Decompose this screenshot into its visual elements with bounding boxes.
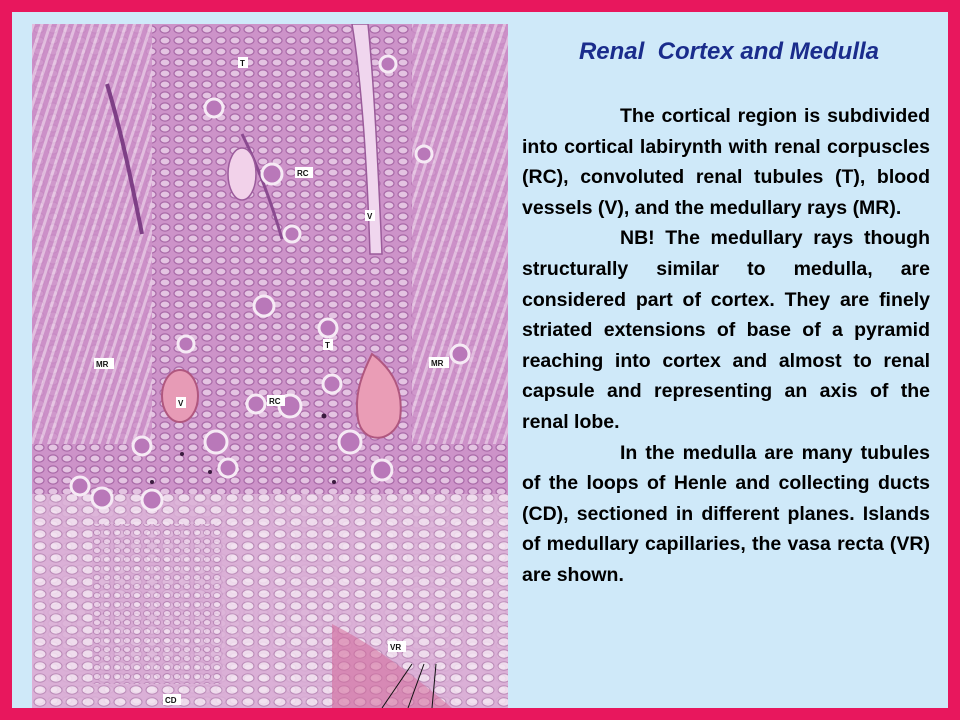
svg-text:T: T [325, 341, 330, 350]
svg-text:V: V [367, 212, 373, 221]
label-v-upper [365, 210, 375, 221]
label-rc-upper [295, 167, 313, 178]
paragraph-medullary-rays: NB! The medullary rays though structurally similar to medulla, are considered part of cortex. They are finely striated extensions of base of a pyramid reaching into cortex and almost to renal capsule and representing an axis of the renal lobe. [522, 227, 930, 433]
svg-text:CD: CD [165, 696, 177, 705]
paragraph-medulla: In the medulla are many tubules of the loops of Henle and collecting ducts (CD), sectioned in different planes. Islands of medullary capillaries, the vasa recta (VR) are shown. [522, 441, 930, 586]
label-v-lower [176, 397, 186, 408]
svg-text:V: V [178, 399, 184, 408]
label-cd [163, 694, 181, 705]
vessel-oval [228, 148, 256, 200]
slide-title: Renal Cortex and Medulla [578, 38, 880, 65]
svg-text:MR: MR [431, 359, 444, 368]
label-mr-left [94, 358, 114, 369]
medullary-ray-left [32, 24, 152, 444]
label-t-top [238, 57, 248, 68]
svg-text:VR: VR [390, 643, 402, 652]
kidney-micrograph [32, 24, 508, 708]
micrograph-image [32, 24, 508, 708]
paragraph-cortical-region: The cortical region is subdivided into cortical labirynth with renal corpuscles (RC), convoluted renal tubules (T), blood vessels (V), and the medullary rays (MR). [522, 105, 930, 219]
svg-text:RC: RC [297, 169, 309, 178]
slide-body-text [522, 101, 930, 591]
svg-text:MR: MR [96, 360, 109, 369]
svg-text:RC: RC [269, 397, 281, 406]
slide [12, 12, 948, 708]
label-mr-right [429, 357, 449, 368]
medullary-ray-right [412, 24, 508, 444]
label-vr [388, 641, 406, 652]
label-t-middle [323, 339, 333, 350]
medulla-patch [92, 524, 222, 684]
svg-text:T: T [240, 59, 245, 68]
label-rc-lower [267, 395, 285, 406]
vessel-lower-left [162, 370, 198, 422]
